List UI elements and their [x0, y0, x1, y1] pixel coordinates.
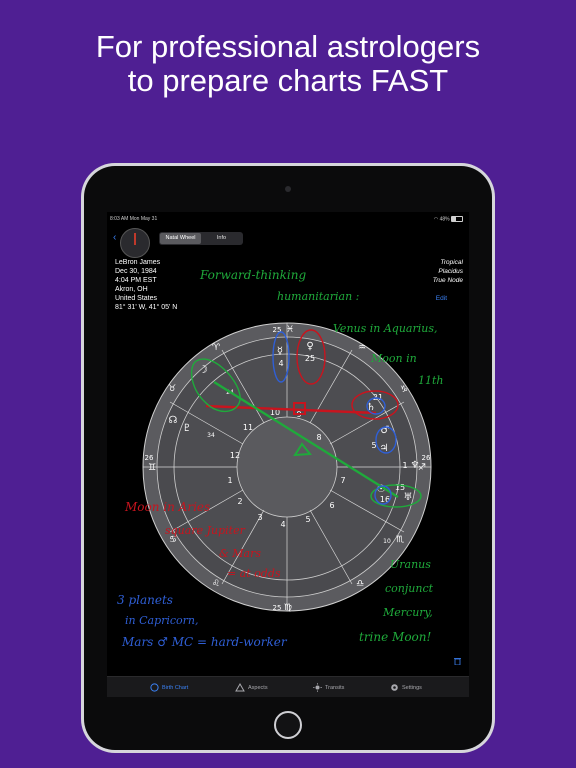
annotation-red-3: & Mars: [219, 547, 262, 560]
tab-settings-label: Settings: [402, 684, 422, 691]
house-system: Placidus: [438, 268, 463, 275]
mercury-degree: 4: [278, 359, 284, 368]
jupiter-degree: 5: [371, 441, 377, 450]
annotation-blue-3: Mars ♂ MC = hard-worker: [122, 635, 287, 649]
capricorn-icon: ♑: [399, 385, 409, 395]
annotation-green-4: Moon in: [371, 352, 417, 365]
tab-aspects[interactable]: [235, 683, 268, 692]
virgo-icon: ♍: [283, 603, 293, 613]
neptune-icon: ♆: [410, 460, 420, 471]
house-7: 7: [340, 476, 346, 485]
annotation-blue-2: in Capricorn,: [125, 614, 199, 627]
zodiac-type: Tropical: [440, 259, 463, 266]
birth-chart-icon: [150, 683, 159, 692]
chart-avatar[interactable]: [120, 228, 150, 258]
annotation-green-8: Mercury,: [383, 606, 433, 619]
headline: [0, 30, 576, 98]
libra-icon: ♎: [355, 579, 365, 589]
node-type: True Node: [432, 277, 463, 284]
app-screen: [107, 212, 469, 697]
segment-info[interactable]: Info: [216, 235, 227, 241]
tab-transits-label: Transits: [325, 684, 345, 691]
node-icon: ☊: [168, 415, 178, 426]
annotation-red-2: square Jupiter: [165, 524, 245, 537]
house-9: 9: [296, 410, 302, 419]
birth-data: [115, 258, 177, 312]
taurus-icon: ♉: [167, 384, 177, 394]
status-time: 8:03 AM Mon May 31: [110, 216, 158, 222]
node-degree: 10: [383, 538, 391, 545]
transits-sun-icon: [313, 683, 322, 692]
venus-icon: ♀: [306, 341, 314, 352]
sun-icon: ☉: [376, 484, 386, 495]
sun-degree: 16: [379, 495, 391, 504]
birth-date: Dec 30, 1984: [115, 268, 157, 275]
aries-icon: ♈: [211, 343, 221, 353]
headline-line-2: to prepare charts FAST: [127, 63, 449, 98]
birth-time: 4:04 PM EST: [115, 277, 157, 284]
annotation-green-2: humanitarian :: [277, 290, 360, 303]
mc-degree: 25: [272, 326, 282, 334]
tab-settings[interactable]: [390, 683, 422, 692]
annotation-green-9: trine Moon!: [359, 630, 432, 644]
annotation-red-4: = at odds: [227, 567, 281, 580]
saturn-degree: 21: [372, 393, 384, 402]
mars-icon: ♂: [380, 425, 390, 436]
mercury-icon: ☿: [276, 346, 284, 357]
house-6: 6: [329, 501, 335, 510]
view-segmented-control: [159, 232, 243, 245]
house-4: 4: [280, 520, 286, 529]
moon-icon: ☽: [198, 363, 208, 376]
status-right: [434, 216, 463, 222]
birth-country: United States: [115, 295, 158, 302]
status-bar: [107, 212, 469, 226]
house-5: 5: [305, 515, 311, 524]
tab-aspects-label: Aspects: [248, 684, 268, 691]
annotation-green-7: conjunct: [385, 582, 434, 595]
segment-natal-wheel[interactable]: Natal Wheel: [160, 233, 201, 244]
wheel-inner-ring: [237, 417, 337, 517]
pluto-degree: 34: [207, 432, 215, 439]
uranus-degree: 15: [394, 483, 406, 492]
house-1: 1: [227, 476, 233, 485]
wifi-icon: ◠: [433, 216, 439, 223]
annotation-red-1: Moon in Aries: [125, 500, 211, 514]
scorpio-icon: ♏: [395, 535, 405, 545]
compass-needle-icon: [134, 233, 136, 245]
tab-bar: [107, 676, 469, 697]
gemini-icon: ♊: [147, 463, 157, 473]
cancer-icon: ♋: [168, 535, 178, 545]
annotation-green-3: Venus in Aquarius,: [333, 322, 438, 335]
house-12: 12: [229, 451, 241, 460]
house-2: 2: [237, 497, 243, 506]
pisces-icon: ♒: [357, 343, 367, 353]
moon-degree: 24: [226, 389, 234, 396]
jupiter-icon: ♃: [379, 443, 389, 454]
chart-settings: [433, 258, 463, 285]
tab-birth-chart[interactable]: [150, 683, 188, 692]
home-button[interactable]: [274, 711, 302, 739]
uranus-icon: ♅: [403, 492, 413, 503]
desc-degree: 26: [421, 454, 431, 462]
back-chevron-icon[interactable]: ‹: [113, 232, 117, 243]
edit-button[interactable]: Edit: [435, 295, 447, 302]
asc-degree: 26: [144, 454, 154, 462]
birth-city: Akron, OH: [115, 286, 148, 293]
tab-birth-chart-label: Birth Chart: [162, 684, 189, 691]
aquarius-icon: ♓: [285, 325, 295, 335]
annotation-green-1: Forward-thinking: [200, 268, 307, 282]
annotation-blue-1: 3 planets: [117, 593, 173, 607]
ic-degree: 25: [272, 604, 282, 612]
camera-icon: [285, 186, 291, 192]
saturn-icon: ♄: [366, 402, 376, 413]
battery-icon: [451, 216, 463, 222]
venus-degree: 25: [304, 354, 316, 363]
annotation-green-5: 11th: [418, 374, 444, 387]
leo-icon: ♌: [211, 579, 221, 589]
house-11: 11: [242, 423, 254, 432]
battery-percent: 48%: [439, 216, 450, 223]
house-10: 10: [269, 408, 281, 417]
gear-icon: [390, 683, 399, 692]
aspects-triangle-icon: [235, 683, 245, 692]
pluto-icon: ♇: [182, 423, 192, 434]
headline-line-1: For professional astrologers: [95, 29, 481, 64]
trash-icon[interactable]: [454, 657, 461, 665]
tab-transits[interactable]: [313, 683, 344, 692]
person-name: LeBron James: [115, 259, 161, 266]
neptune-degree: 1: [402, 461, 408, 470]
house-3: 3: [257, 513, 263, 522]
birth-coordinates: 81° 31' W, 41° 05' N: [115, 304, 178, 311]
sagittarius-icon: ♐: [417, 463, 427, 473]
house-8: 8: [316, 433, 322, 442]
annotation-green-6: Uranus: [390, 558, 431, 571]
